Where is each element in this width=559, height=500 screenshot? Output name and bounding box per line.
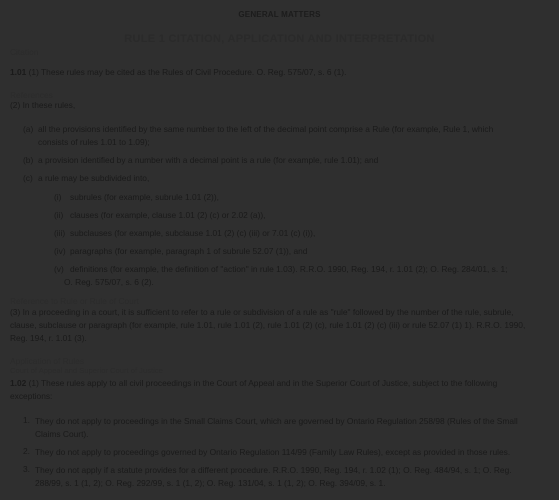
subitem-iii-marker: (iii) [54, 228, 66, 238]
item-b-marker: (b) [23, 155, 34, 165]
citation-heading: Citation [10, 47, 39, 57]
exception-1-text: They do not apply to proceedings in the Small Claims Court, which are governed by Ontario Regulation 258/98 (Rules of the Small Claims Court). [35, 416, 518, 439]
item-b-text: a provision identified by a number with a decimal point is a rule (for example, rule 1.01); and [38, 155, 379, 165]
exception-3-number: 3. [23, 464, 30, 474]
rule-title: RULE 1 CITATION, APPLICATION AND INTERPRETATION [124, 33, 435, 45]
subitem-ii-marker: (ii) [54, 210, 64, 220]
subitem-i-marker: (i) [54, 192, 62, 202]
item-a-marker: (a) [23, 124, 34, 134]
subitem-iv-marker: (iv) [54, 246, 66, 256]
subitem-v-marker: (v) [54, 264, 64, 274]
references-heading: References [10, 90, 53, 100]
item-c-text: a rule may be subdivided into, [38, 173, 150, 183]
in-these-rules-text: (2) In these rules, [10, 100, 76, 110]
subitem-i-text: subrules (for example, subrule 1.01 (2)), [70, 192, 219, 202]
subitem-v-text: definitions (for example, the definition of "action" in rule 1.03). R.R.O. 1990, Reg. 194, r. 1.01 (2); O. Reg. 284/01, s. 1; [70, 264, 508, 274]
rule-text: (1) These rules may be cited as the Rules of Civil Procedure. O. Reg. 575/07, s. 6 (1). [26, 67, 347, 77]
rule-number: 1.02 [10, 378, 27, 388]
ref-court-heading: Reference to Rule or Rule of Court [10, 296, 139, 306]
part-header: GENERAL MATTERS [238, 10, 321, 19]
exception-3-text: They do not apply if a statute provides for a different procedure. R.R.O. 1990, Reg. 194, r. 1.02 (1); O. Reg. 484/94, s. 1; O. Reg. 288/99, s. 1 (1, 2); O. Reg. 292/99, s. 1 (1, 2); O. Reg. 131/04, s. 1 (1, 2); O. Reg. 394/09, s. 1. [35, 465, 512, 488]
application-heading: Application of Rules [10, 356, 85, 366]
application-subheading: Court of Appeal and Superior Court of Justice [10, 366, 163, 375]
ref-court-paragraph: (3) In a proceeding in a court, it is sufficient to refer to a rule or subdivision of a rule as "rule" followed by the number of the rule, subrule, clause, subclause or paragraph (for example, rule 1.01, rule 1.01 (2), rule 1.01 (2) (c), rule 1.01 (2) (c) (iii) or rule 52.07 (1) 1). R.R.O. 1990, Reg. 194, r. 1.01 (3). [10, 307, 526, 343]
subitem-iii-text: subclauses (for example, subclause 1.01 (2) (c) (iii) or 7.01 (c) (i)), [70, 228, 316, 238]
subitem-iv-text: paragraphs (for example, paragraph 1 of subrule 52.07 (1)), and [70, 246, 308, 256]
item-a-text: all the provisions identified by the same number to the left of the decimal point comprise a Rule (for example, Rule 1, which [38, 124, 494, 134]
exception-1-number: 1. [23, 415, 30, 425]
rule-1-01-paragraph [10, 67, 346, 77]
rule-text: (1) These rules apply to all civil proceedings in the Court of Appeal and in the Superior Court of Justice, subject to the following exceptions: [10, 378, 498, 401]
item-a-text-cont: consists of rules 1.01 to 1.09); [38, 137, 150, 147]
subitem-ii-text: clauses (for example, clause 1.01 (2) (c) or 2.02 (a)), [70, 210, 266, 220]
rule-1-02-paragraph [10, 377, 530, 403]
subitem-v-text-cont: O. Reg. 575/07, s. 6 (2). [64, 277, 154, 287]
exception-2-text: They do not apply to proceedings governed by Ontario Regulation 114/99 (Family Law Rules), except as provided in those rules. [35, 447, 511, 457]
exception-2-number: 2. [23, 446, 30, 456]
rule-number: 1.01 [10, 67, 27, 77]
item-c-marker: (c) [23, 173, 33, 183]
